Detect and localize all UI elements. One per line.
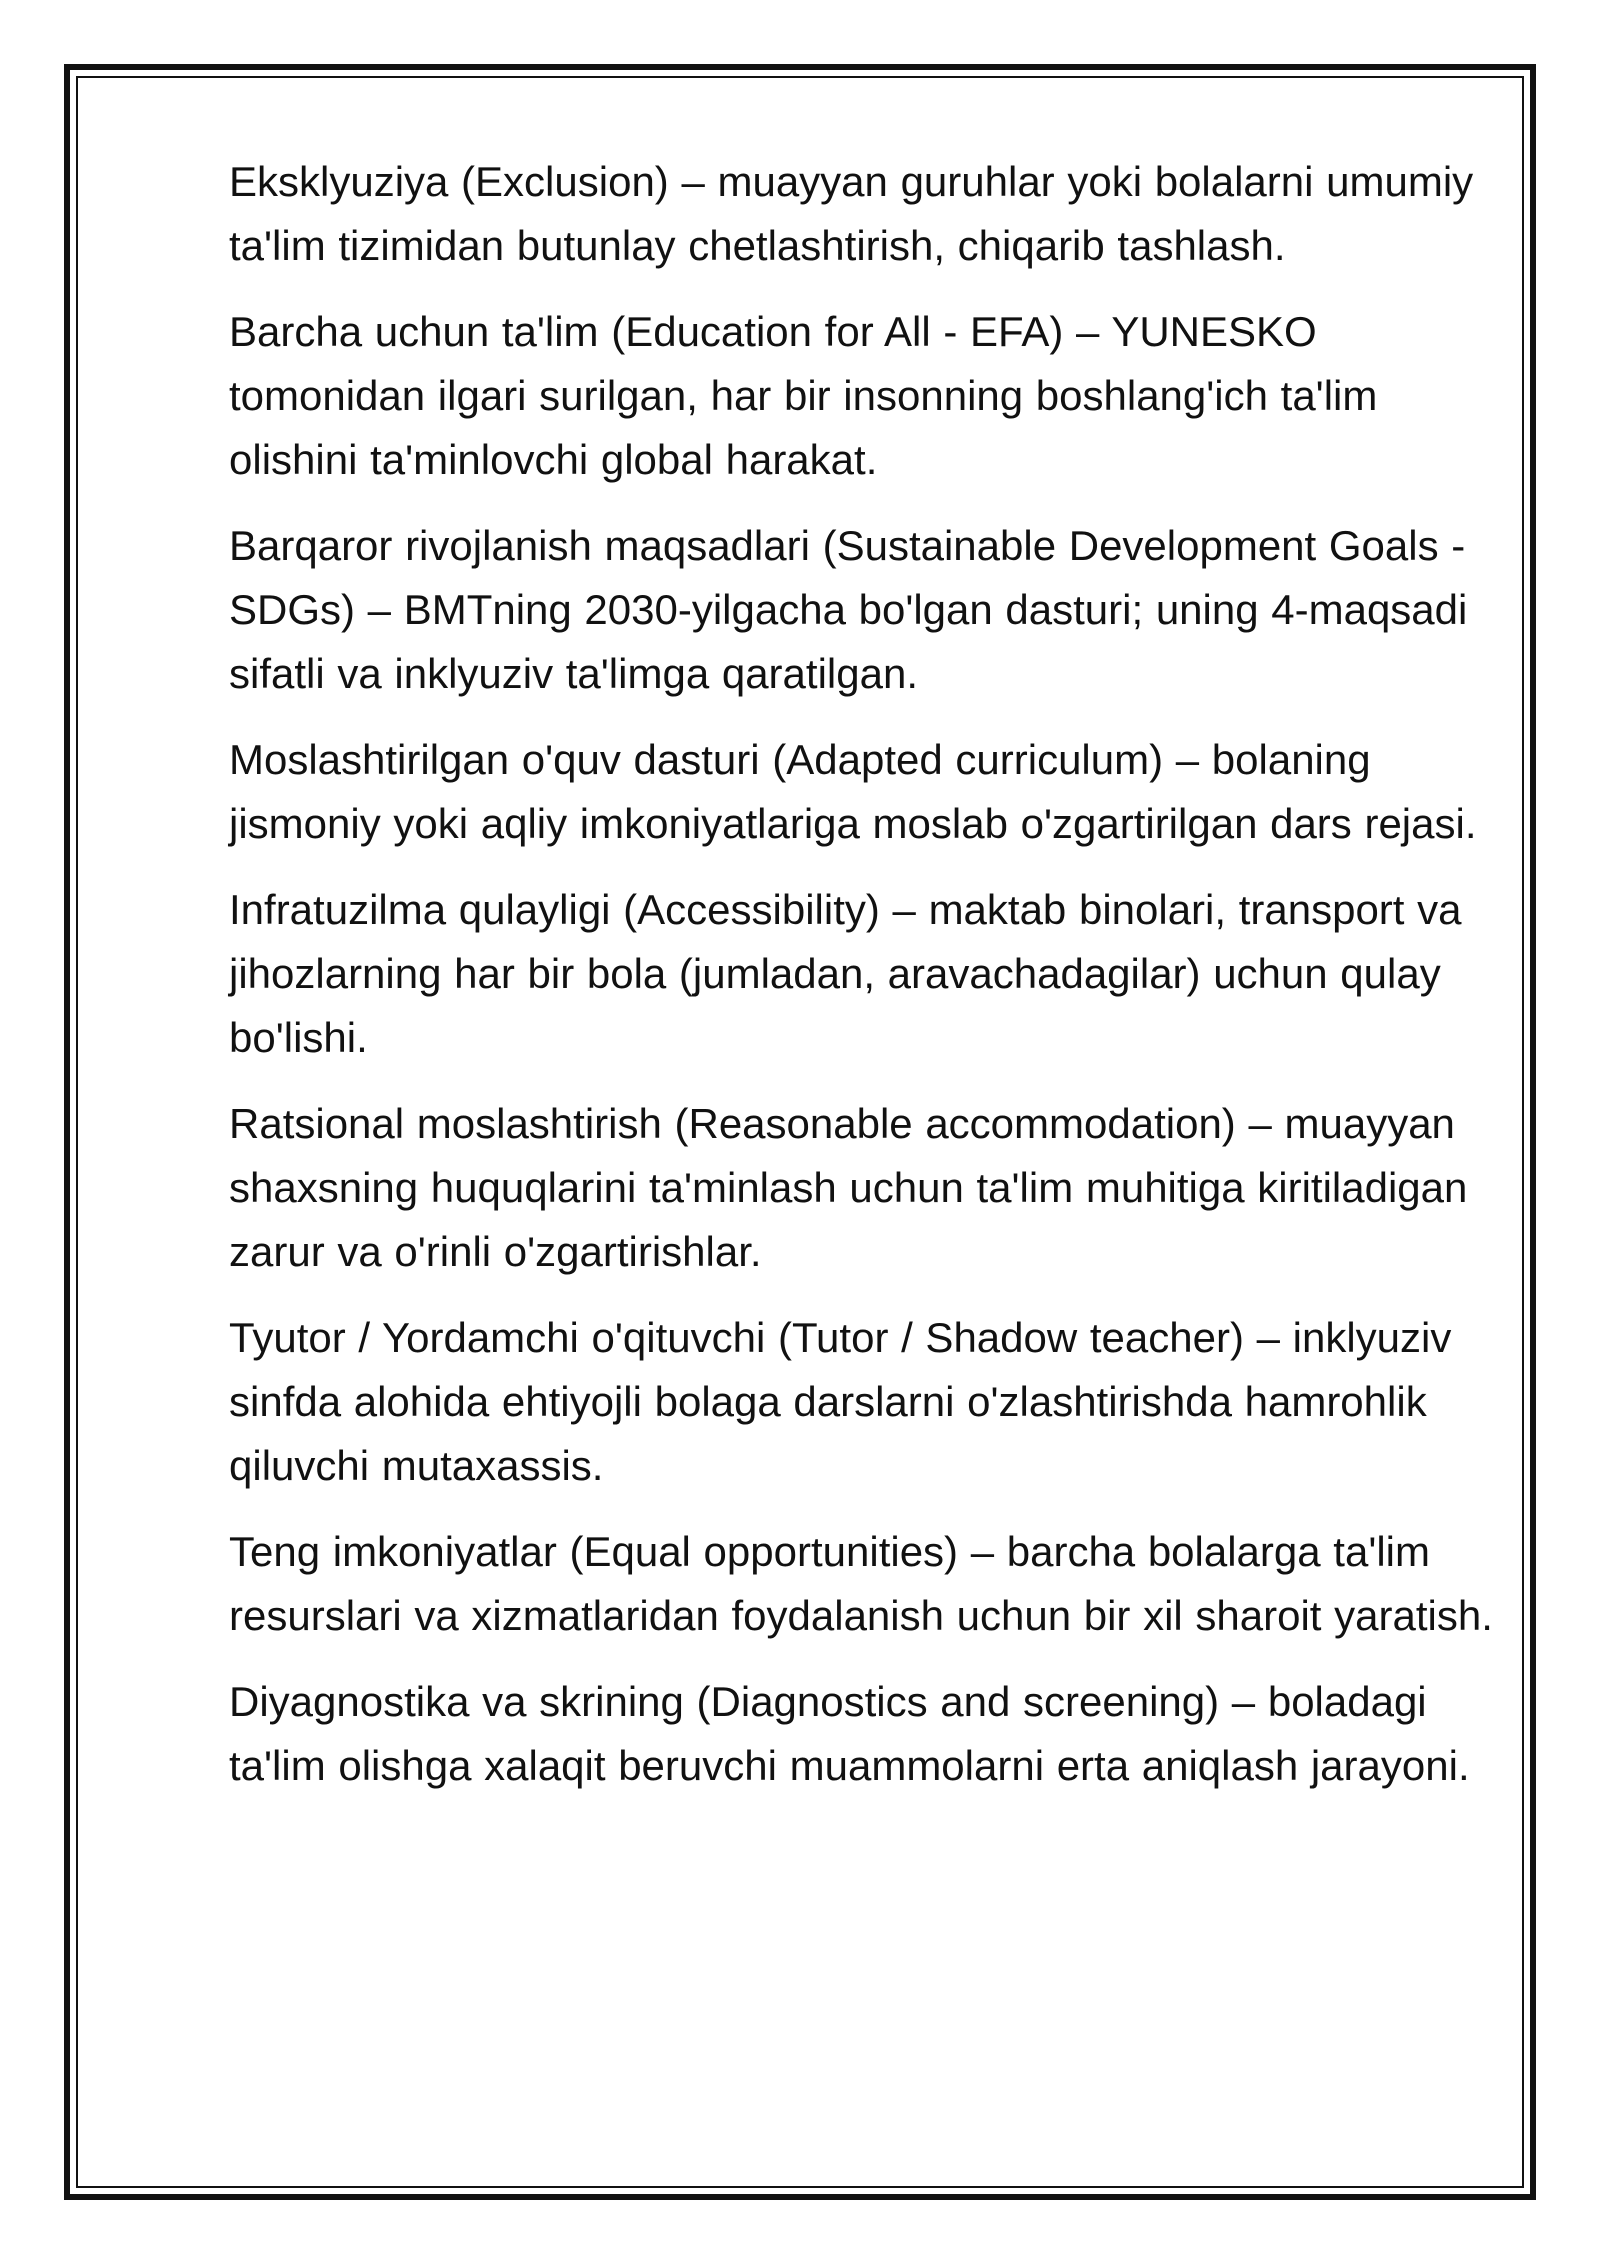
glossary-entry-diagnostics: Diyagnostika va skrining (Diagnostics and screening) – boladagi ta'lim olishga xalaqit beruvchi muammolarni erta aniqlash jarayoni. xyxy=(229,1678,1470,1789)
glossary-entry-sdgs: Barqaror rivojlanish maqsadlari (Sustainable Development Goals - SDGs) – BMTning 2030-yilgacha bo'lgan dasturi; uning 4-maqsadi sifatli va inklyuziv ta'limga qaratilgan. xyxy=(229,522,1468,697)
glossary-entry-exclusion: Eksklyuziya (Exclusion) – muayyan guruhlar yoki bolalarni umumiy ta'lim tizimidan butunlay chetlashtirish, chiqarib tashlash. xyxy=(229,158,1474,269)
glossary-entry-reasonable-accommodation: Ratsional moslashtirish (Reasonable accommodation) – muayyan shaxsning huquqlarini ta'minlash uchun ta'lim muhitiga kiritiladigan zarur va o'rinli o'zgartirishlar. xyxy=(229,1100,1468,1275)
glossary-entry-accessibility: Infratuzilma qulayligi (Accessibility) – maktab binolari, transport va jihozlarning har bir bola (jumladan, aravachadagilar) uchun qulay bo'lishi. xyxy=(229,886,1462,1061)
glossary-entry-education-for-all: Barcha uchun ta'lim (Education for All - EFA) – YUNESKO tomonidan ilgari surilgan, har bir insonning boshlang'ich ta'lim olishini ta'minlovchi global harakat. xyxy=(229,308,1378,483)
glossary-entry-equal-opportunities: Teng imkoniyatlar (Equal opportunities) – barcha bolalarga ta'lim resurslari va xizmatlaridan foydalanish uchun bir xil sharoit yaratish. xyxy=(229,1528,1493,1639)
glossary-content xyxy=(229,150,1499,1820)
glossary-entry-adapted-curriculum: Moslashtirilgan o'quv dasturi (Adapted curriculum) – bolaning jismoniy yoki aqliy imkoniyatlariga moslab o'zgartirilgan dars rejasi. xyxy=(229,736,1477,847)
glossary-entry-tutor: Tyutor / Yordamchi o'qituvchi (Tutor / Shadow teacher) – inklyuziv sinfda alohida ehtiyojli bolaga darslarni o'zlashtirishda hamrohlik qiluvchi mutaxassis. xyxy=(229,1314,1452,1489)
